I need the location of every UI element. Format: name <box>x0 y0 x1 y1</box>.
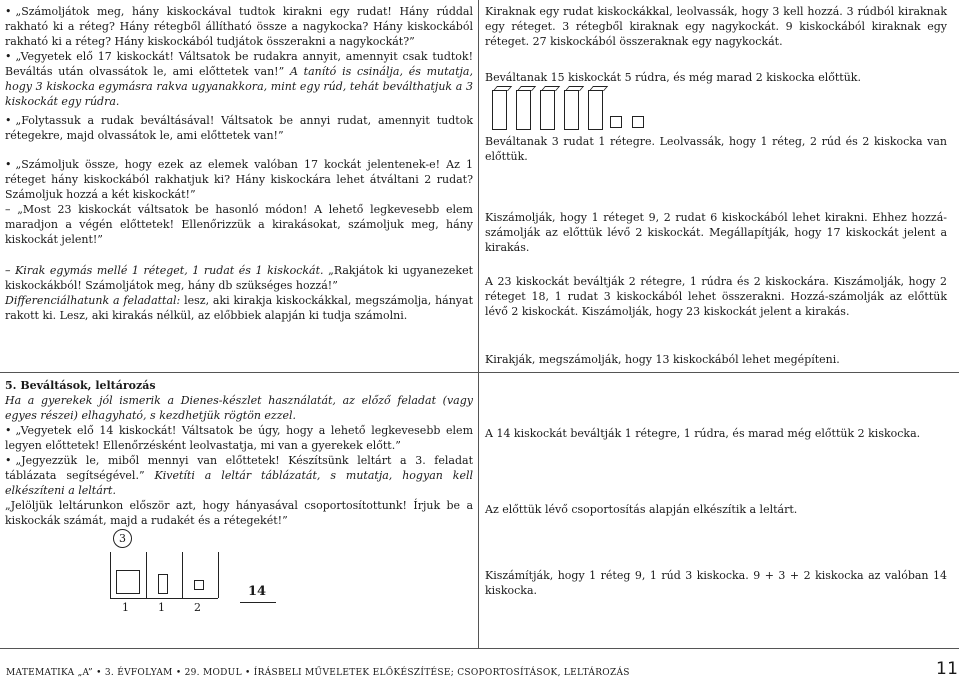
right-text-6: Kirakják, megszámolják, hogy 13 kiskockából lehet megépíteni. <box>485 353 840 366</box>
right-text-5: A 23 kiskockát beváltják 2 rétegre, 1 rúdra és 2 kiskockára. Kiszámolják, hogy 2 réteget 18, 1 rudat 3 kiskockából lehet összerakni. Hozzá-számolják az előttük lévő 2 kiskockát. Kiszámolják, hogy 23 kiskockát jelent a kirakás. <box>485 275 947 318</box>
rod-icon <box>492 90 507 130</box>
tally-rod: 1 <box>158 601 165 614</box>
section-5-heading: 5. Beváltások, leltározás <box>5 379 156 392</box>
right-text-2: Beváltanak 15 kiskockát 5 rúdra, és még marad 2 kiskocka előttük. <box>485 71 861 84</box>
inventory-total: 14 <box>248 584 267 599</box>
section-divider <box>0 372 959 373</box>
section-5-intro: Ha a gyerekek jól ismerik a Dienes-készlet használatát, az előző feladat (vagy egyes részei) elhagyható, s kezdhetjük rögtön ezzel. <box>5 394 473 422</box>
rod-icon <box>564 90 579 130</box>
instruction-4: • „Számoljuk össze, hogy ezek az elemek valóban 17 kockát jelentenek-e! Az 1 réteget hány kiskockából rakhatjuk ki? Hány kiskockára lehet átváltani 2 rudat? Számoljuk hozzá a két kiskockát!” <box>5 157 473 202</box>
column-divider <box>478 0 479 648</box>
footer-divider <box>0 648 959 649</box>
section-5-bullet-1: • „Vegyetek elő 14 kiskockát! Váltsatok be úgy, hogy a lehető legkevesebb elem legyen előttetek! Ellenőrzésként leolvastatja, mi van a gyerekek előtt.” <box>5 423 473 453</box>
total-underline <box>240 602 276 603</box>
base-badge: 3 <box>113 529 132 548</box>
right-text-8: Az előttük lévő csoportosítás alapján elkészítik a leltárt. <box>485 503 798 516</box>
right-text-3: Beváltanak 3 rudat 1 rétegre. Leolvassák, hogy 1 réteg, 2 rúd és 2 kiskocka van előttük. <box>485 135 947 163</box>
layer-icon <box>116 570 140 594</box>
rod-icon <box>158 574 168 594</box>
right-text-1: Kiraknak egy rudat kiskockákkal, leolvassák, hogy 3 kell hozzá. 3 rúdból kiraknak egy réteget. 3 rétegből kiraknak egy nagykockát. 9 kiskockából kiraknak egy réteget. 27 kiskockából összeraknak egy nagykockát. <box>485 5 947 48</box>
section-5 <box>5 378 473 528</box>
cube-icon <box>610 116 622 128</box>
section-5-bullet-2: • „Jegyezzük le, miből mennyi van előttetek! Készítsünk leltárt a 3. feladat táblázata segítségével.” Kivetíti a leltár táblázatát, s mutatja, hogyan kell elkészíteni a leltárt. <box>5 453 473 498</box>
page-footer <box>0 660 959 688</box>
rods-illustration <box>492 90 742 132</box>
instruction-6: – Kirak egymás mellé 1 réteget, 1 rudat és 1 kiskockát. „Rakjátok ki ugyanezeket kiskockákból! Számoljátok meg, hány db szükséges hozzá!” <box>5 264 474 292</box>
cube-icon <box>632 116 644 128</box>
right-text-9: Kiszámítják, hogy 1 réteg 9, 1 rúd 3 kiskocka. 9 + 3 + 2 kiskocka az valóban 14 kiskocka. <box>485 569 947 597</box>
instruction-5: – „Most 23 kiskockát váltsatok be hasonló módon! A lehető legkevesebb elem maradjon a végén előttetek! Ellenőrizzük a kirakásokat, számoljuk meg, hány kiskockát jelent!” <box>5 203 473 246</box>
page-number: 11 <box>936 659 959 679</box>
instruction-2: • „Vegyetek elő 17 kiskockát! Váltsatok be rudakra annyit, amennyit csak tudtok! Beváltás után olvassátok le, ami előttetek van!” A tanító is csinálja, és mutatja, hogy 3 kiskocka egymásra rakva ugyanakkora, mint egy rúd, tehát beválthatjuk a 3 kiskockát egy rúdra. <box>5 49 473 109</box>
instruction-7: Differenciálhatunk a feladattal: lesz, aki kirakja kiskockákkal, megszámolja, hányat rakott ki. Lesz, aki kirakás nélkül, az előbbiek alapján ki tudja számolni. <box>5 294 473 322</box>
cube-icon <box>194 580 204 590</box>
tally-cube: 2 <box>194 601 201 614</box>
instruction-3: • „Folytassuk a rudak beváltásával! Váltsatok be annyi rudat, amennyit tudtok rétegekre, majd olvassátok le, ami előttetek van!” <box>5 113 473 143</box>
tally-layer: 1 <box>122 601 129 614</box>
right-text-4: Kiszámolják, hogy 1 réteget 9, 2 rudat 6 kiskockából lehet kirakni. Ehhez hozzá-számolják az előttük lévő 2 kiskockát. Megállapítják, hogy 17 kiskockát jelent a kirakás. <box>485 211 947 254</box>
rod-icon <box>588 90 603 130</box>
instruction-1: • „Számoljátok meg, hány kiskockával tudtok kirakni egy rudat! Hány rúddal rakható ki a réteg? Hány rétegből állítható össze a nagykocka? Hány kiskockából rakható ki a réteg? Hány kiskockából tudjátok összerakni a nagykockát?” <box>5 4 473 49</box>
footer-text: MATEMATIKA „A” • 3. ÉVFOLYAM • 29. MODUL • ÍRÁSBELI MŰVELETEK ELŐKÉSZÍTÉSE; CSOPORTOSÍTÁSOK, LELTÁROZÁS <box>6 668 630 678</box>
section-5-line-3: „Jelöljük leltárunkon először azt, hogy hányasával csoportosítottunk! Írjuk be a kiskockák számát, majd a rudakét és a rétegekét!” <box>5 499 473 527</box>
rod-icon <box>516 90 531 130</box>
left-column-top <box>5 4 473 323</box>
right-text-7: A 14 kiskockát beváltják 1 rétegre, 1 rúdra, és marad még előttük 2 kiskocka. <box>485 427 921 440</box>
rod-icon <box>540 90 555 130</box>
